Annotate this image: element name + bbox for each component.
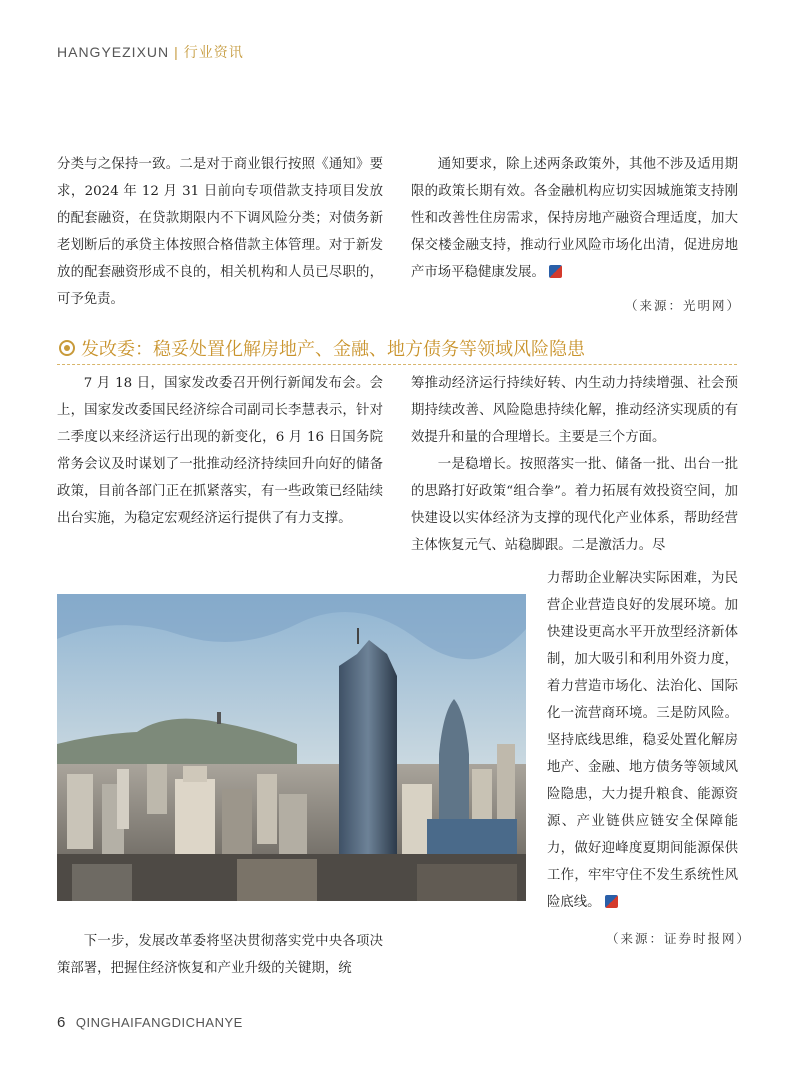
header-section: 行业资讯 xyxy=(183,45,244,61)
running-header xyxy=(57,42,244,62)
top-right-paragraph xyxy=(411,151,738,286)
top-left-paragraph: 分类与之保持一致。二是对于商业银行按照《通知》要求，2024 年 12 月 31 日前向专项借款支持项目发放的配套融资，在贷款期限内不下调风险分类；对债务新老划断后的承贷主体按照合格借款主体管理。对于新发放的配套融资形成不良的，相关机构和人员已尽职的，可予免责。 xyxy=(57,157,383,307)
end-logo-icon xyxy=(605,895,618,908)
city-skyline-photo xyxy=(57,594,526,901)
header-brand: HANGYEZIXUN xyxy=(57,44,170,60)
page-footer xyxy=(57,1014,243,1031)
article-left-column-bottom xyxy=(57,928,383,982)
top-left-column xyxy=(57,151,383,313)
article-right-paragraph-2: 一是稳增长。按照落实一批、储备一批、出台一批的思路打好政策“组合拳”。着力拓展有效投资空间，加快建设以实体经济为支撑的现代化产业体系，帮助经营主体恢复元气、站稳脚跟。二是激活力。尽 xyxy=(411,457,738,553)
top-right-column xyxy=(411,151,738,286)
article-right-narrow-paragraph xyxy=(547,565,738,916)
end-logo-icon xyxy=(549,265,562,278)
section-banner xyxy=(57,334,737,365)
article-source: （来源：证券时报网） xyxy=(606,931,752,946)
article-left-column xyxy=(57,370,383,532)
magazine-name: QINGHAIFANGDICHANYE xyxy=(75,1015,243,1030)
article-right-paragraph-1: 筹推动经济运行持续好转、内生动力持续增强、社会预期持续改善、风险隐患持续化解，推动经济实现质的有效提升和量的合理增长。主要是三个方面。 xyxy=(411,376,738,445)
article-left-paragraph-2: 下一步，发展改革委将坚决贯彻落实党中央各项决策部署，把握住经济恢复和产业升级的关键期，统 xyxy=(57,934,383,976)
section-title: 发改委：稳妥处置化解房地产、金融、地方债务等领域风险隐患 xyxy=(81,339,585,360)
article-left-paragraph-1: 7 月 18 日，国家发改委召开例行新闻发布会。会上，国家发改委国民经济综合司副司长李慧表示，针对二季度以来经济运行出现的新变化，6 月 16 日国务院常务会议及时谋划了一批推动经济持续回升向好的储备政策，目前各部门正在抓紧落实，有一些政策已经陆续出台实施，为稳定宏观经济运行提供了有力支撑。 xyxy=(57,376,383,526)
header-divider: | xyxy=(174,44,179,60)
article-right-column xyxy=(411,370,738,559)
page-number: 6 xyxy=(57,1014,66,1031)
top-source: （来源：光明网） xyxy=(625,298,742,313)
article-right-narrow-column xyxy=(547,565,738,916)
article-right-narrow-text: 力帮助企业解决实际困难，为民营企业营造良好的发展环境。加快建设更高水平开放型经济新体制，加大吸引和利用外资力度，着力营造市场化、法治化、国际化一流营商环境。三是防风险。坚持底线思维，稳妥处置化解房地产、金融、地方债务等领域风险隐患，大力提升粮食、能源资源、产业链供应链安全保障能力，做好迎峰度夏期间能源保供工作，牢牢守住不发生系统性风险底线。 xyxy=(547,571,738,910)
bullet-circle-icon xyxy=(59,340,75,356)
top-right-text: 通知要求，除上述两条政策外，其他不涉及适用期限的政策长期有效。各金融机构应切实因城施策支持刚性和改善性住房需求，保持房地产融资合理适度，加大保交楼金融支持，推动行业风险市场化出清，促进房地产市场平稳健康发展。 xyxy=(411,157,738,280)
